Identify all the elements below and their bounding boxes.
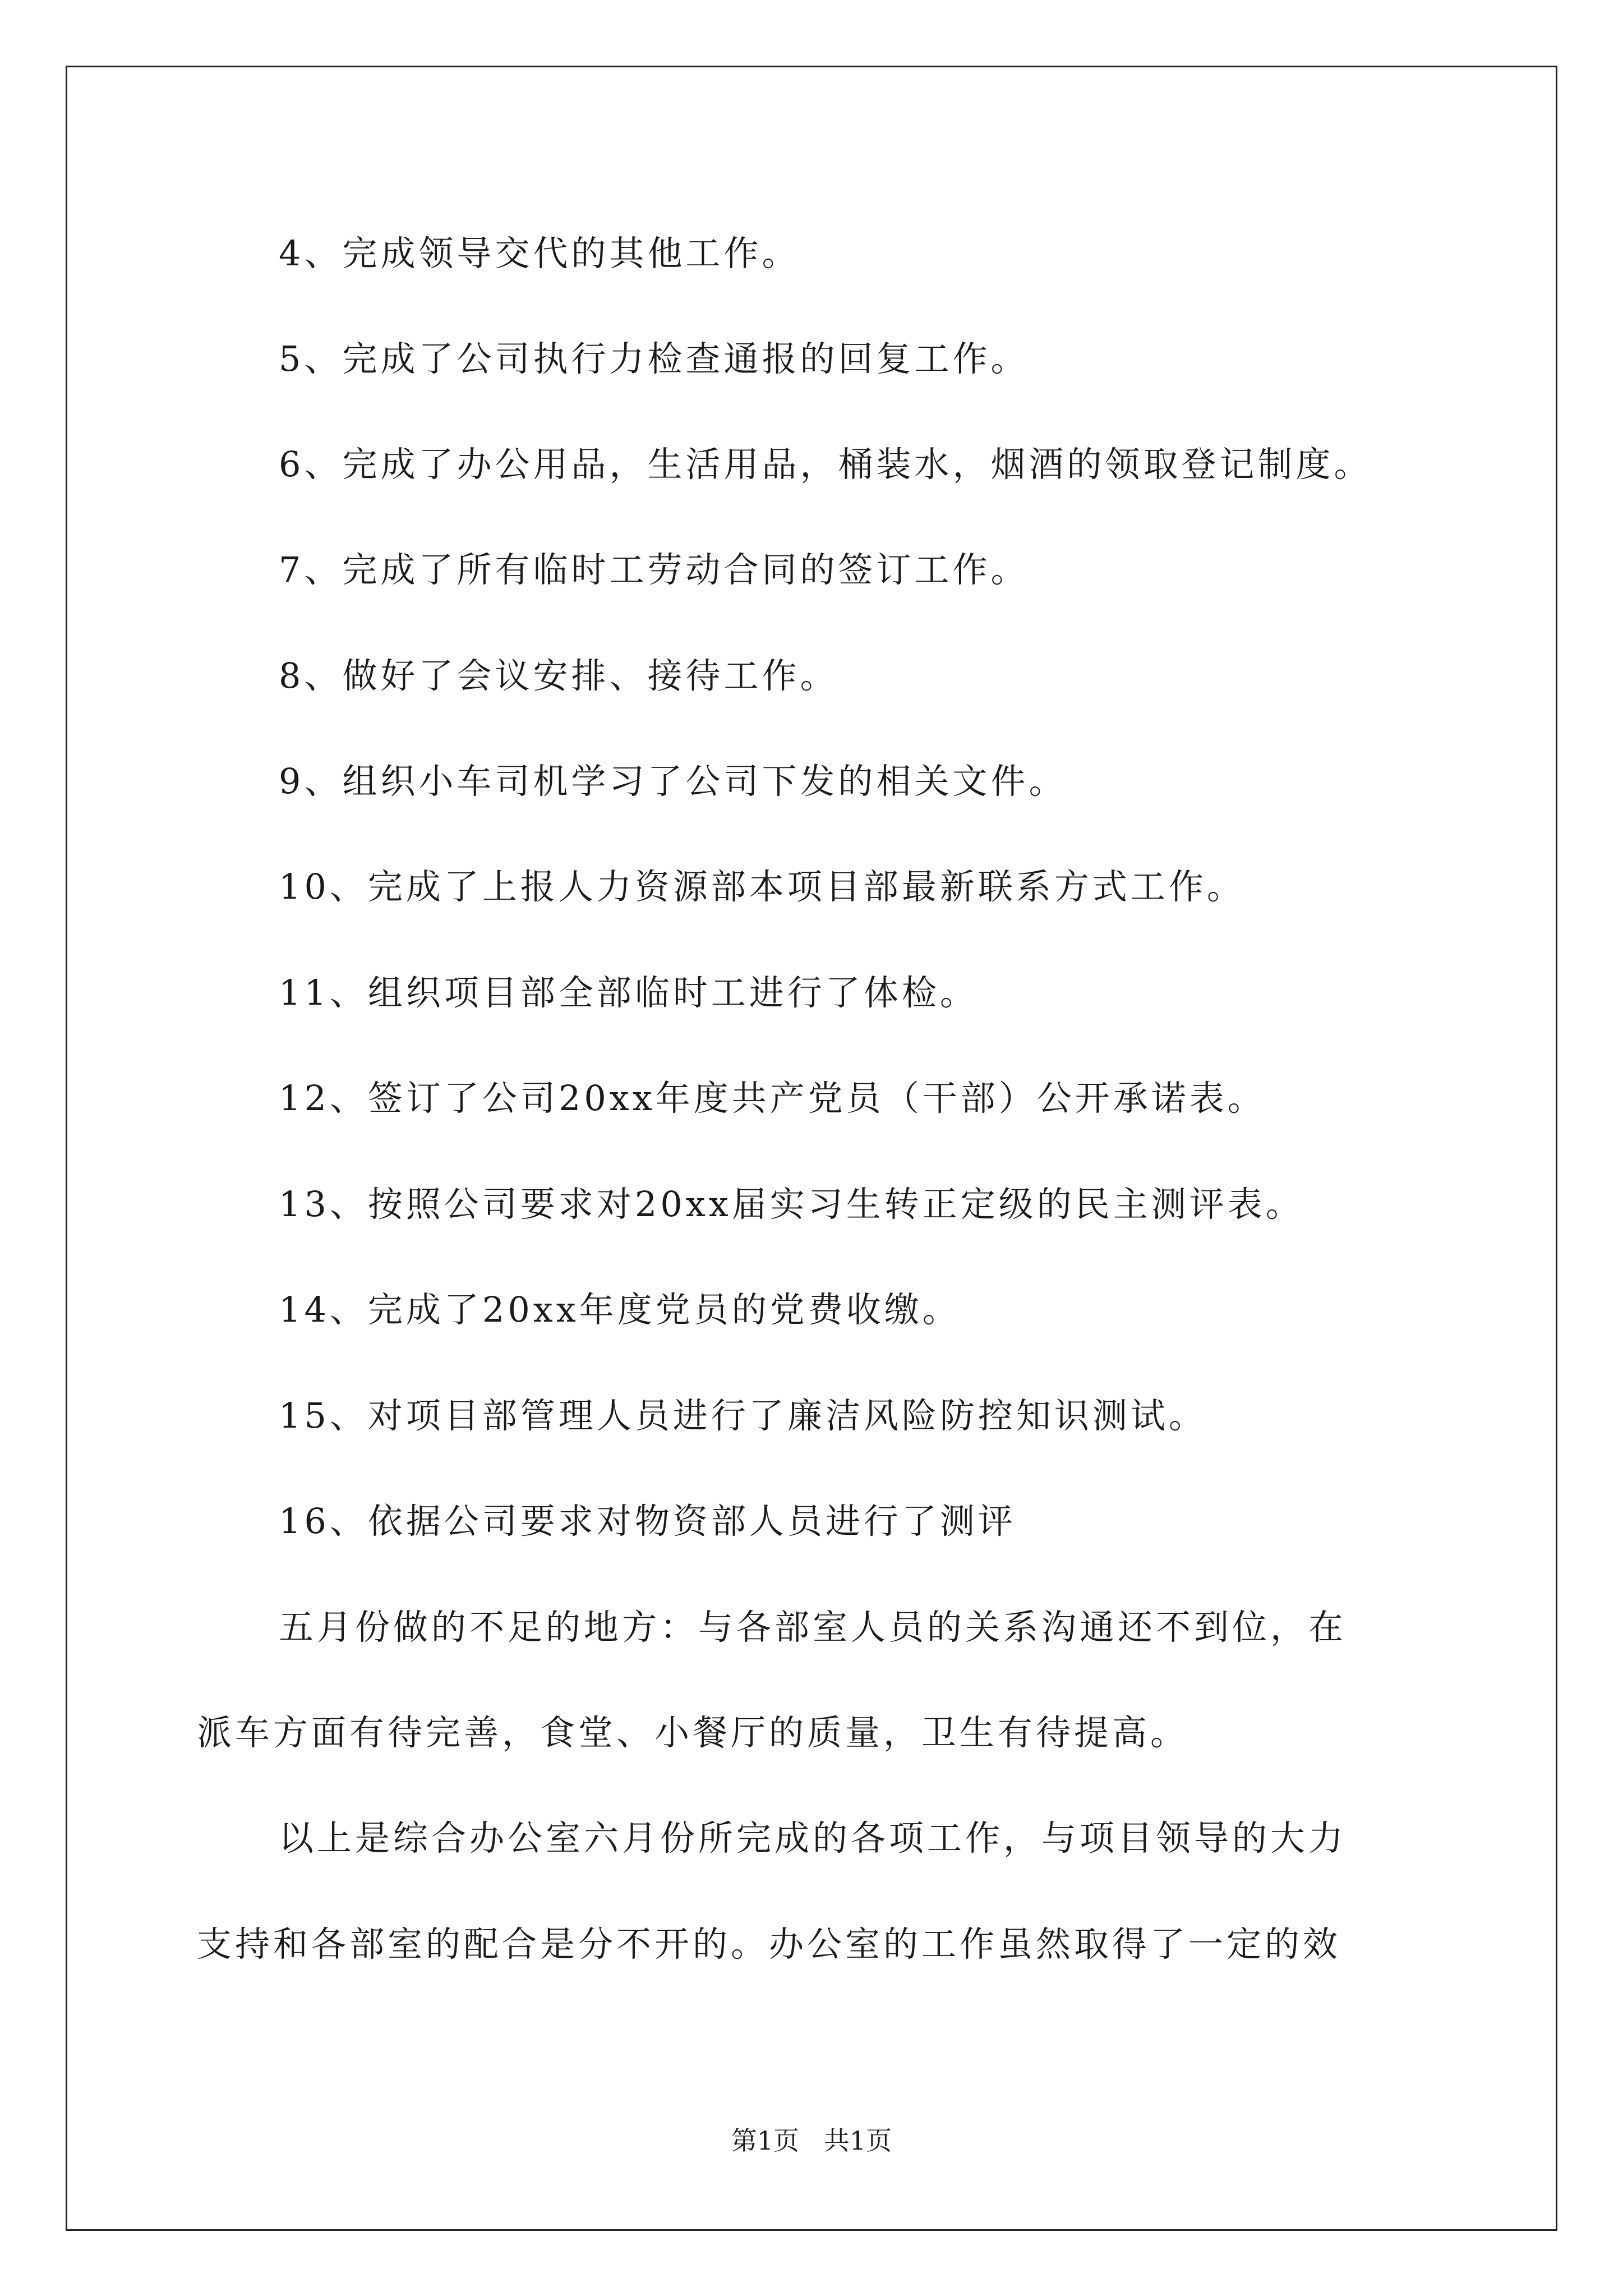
paragraph-line: 五月份做的不足的地方：与各部室人员的关系沟通还不到位，在 — [279, 1607, 1347, 1648]
list-item: 11、组织项目部全部临时工进行了体检。 — [279, 972, 978, 1013]
list-item: 16、依据公司要求对物资部人员进行了测评 — [279, 1501, 1016, 1542]
paragraph-line: 支持和各部室的配合是分不开的。办公室的工作虽然取得了一定的效 — [197, 1924, 1341, 1964]
list-item: 6、完成了办公用品，生活用品，桶装水，烟酒的领取登记制度。 — [279, 444, 1372, 485]
paragraph-line: 以上是综合办公室六月份所完成的各项工作，与项目领导的大力 — [279, 1818, 1347, 1858]
list-item: 4、完成领导交代的其他工作。 — [279, 233, 800, 274]
list-item: 10、完成了上报人力资源部本项目部最新联系方式工作。 — [279, 866, 1245, 907]
list-item: 5、完成了公司执行力检查通报的回复工作。 — [279, 338, 1029, 379]
list-item: 12、签订了公司20xx年度共产党员（干部）公开承诺表。 — [279, 1078, 1266, 1119]
list-item: 13、按照公司要求对20xx届实习生转正定级的民主测评表。 — [279, 1184, 1304, 1225]
list-item: 15、对项目部管理人员进行了廉洁风险防控知识测试。 — [279, 1395, 1207, 1436]
page-border — [66, 66, 1557, 2231]
list-item: 14、完成了20xx年度党员的党费收缴。 — [279, 1289, 961, 1330]
list-item: 7、完成了所有临时工劳动合同的签订工作。 — [279, 549, 1029, 590]
paragraph-line: 派车方面有待完善，食堂、小餐厅的质量，卫生有待提高。 — [197, 1712, 1189, 1753]
list-item: 9、组织小车司机学习了公司下发的相关文件。 — [279, 761, 1067, 802]
list-item: 8、做好了会议安排、接待工作。 — [279, 655, 838, 696]
page-footer: 第1页 共1页 — [731, 2125, 892, 2156]
